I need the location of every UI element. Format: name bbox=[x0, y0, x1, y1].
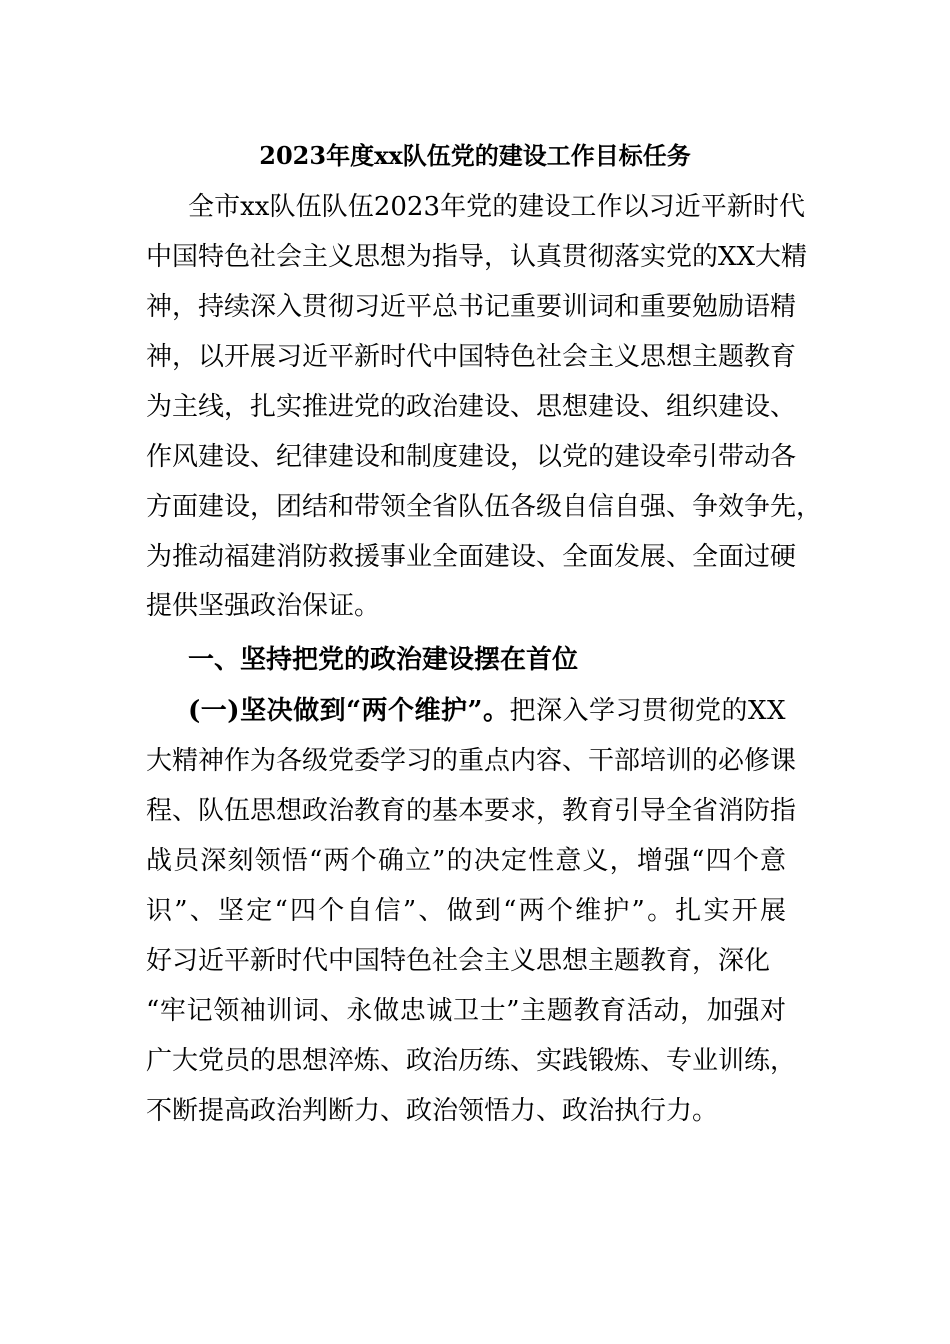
section-heading: 一、坚持把党的政治建设摆在首位 bbox=[188, 645, 579, 675]
text-line: 程、队伍思想政治教育的基本要求，教育引导全省消防指 bbox=[146, 796, 797, 826]
text-line: 为推动福建消防救援事业全面建设、全面发展、全面过硬 bbox=[146, 542, 797, 572]
text-span: 把深入学习贯彻党的XX bbox=[509, 696, 787, 726]
text-line bbox=[188, 694, 805, 728]
text-line: “牢记领袖训词、永做忠诚卫士”主题教育活动，加强对 bbox=[146, 996, 786, 1026]
text-line: 神，持续深入贯彻习近平总书记重要训词和重要勉励语精 bbox=[146, 292, 797, 322]
text-line: 战员深刻领悟“两个确立”的决定性意义，增强“四个意 bbox=[146, 846, 786, 876]
text-line: 全市xx队伍队伍2023年党的建设工作以习近平新时代 bbox=[188, 192, 805, 222]
text-line: 作风建设、纪律建设和制度建设，以党的建设牵引带动各 bbox=[146, 442, 797, 472]
document-title: 2023年度xx队伍党的建设工作目标任务 bbox=[259, 141, 691, 170]
text-line: 中国特色社会主义思想为指导，认真贯彻落实党的XX大精 bbox=[146, 242, 808, 272]
subsection-title: (一)坚决做到“两个维护”。 bbox=[188, 696, 510, 726]
text-line: 大精神作为各级党委学习的重点内容、干部培训的必修课 bbox=[146, 746, 797, 776]
text-line: 好习近平新时代中国特色社会主义思想主题教育，深化 bbox=[146, 946, 771, 976]
text-line: 提供坚强政治保证。 bbox=[146, 591, 381, 621]
text-line: 广大党员的思想淬炼、政治历练、实践锻炼、专业训练， bbox=[146, 1046, 797, 1076]
text-line: 神，以开展习近平新时代中国特色社会主义思想主题教育 bbox=[146, 342, 797, 372]
text-line: 为主线，扎实推进党的政治建设、思想建设、组织建设、 bbox=[146, 392, 797, 422]
text-line: 方面建设，团结和带领全省队伍各级自信自强、争效争先， bbox=[146, 492, 823, 522]
text-line: 识”、坚定“四个自信”、做到“两个维护”。扎实开展 bbox=[146, 896, 786, 926]
text-line: 不断提高政治判断力、政治领悟力、政治执行力。 bbox=[146, 1096, 719, 1126]
